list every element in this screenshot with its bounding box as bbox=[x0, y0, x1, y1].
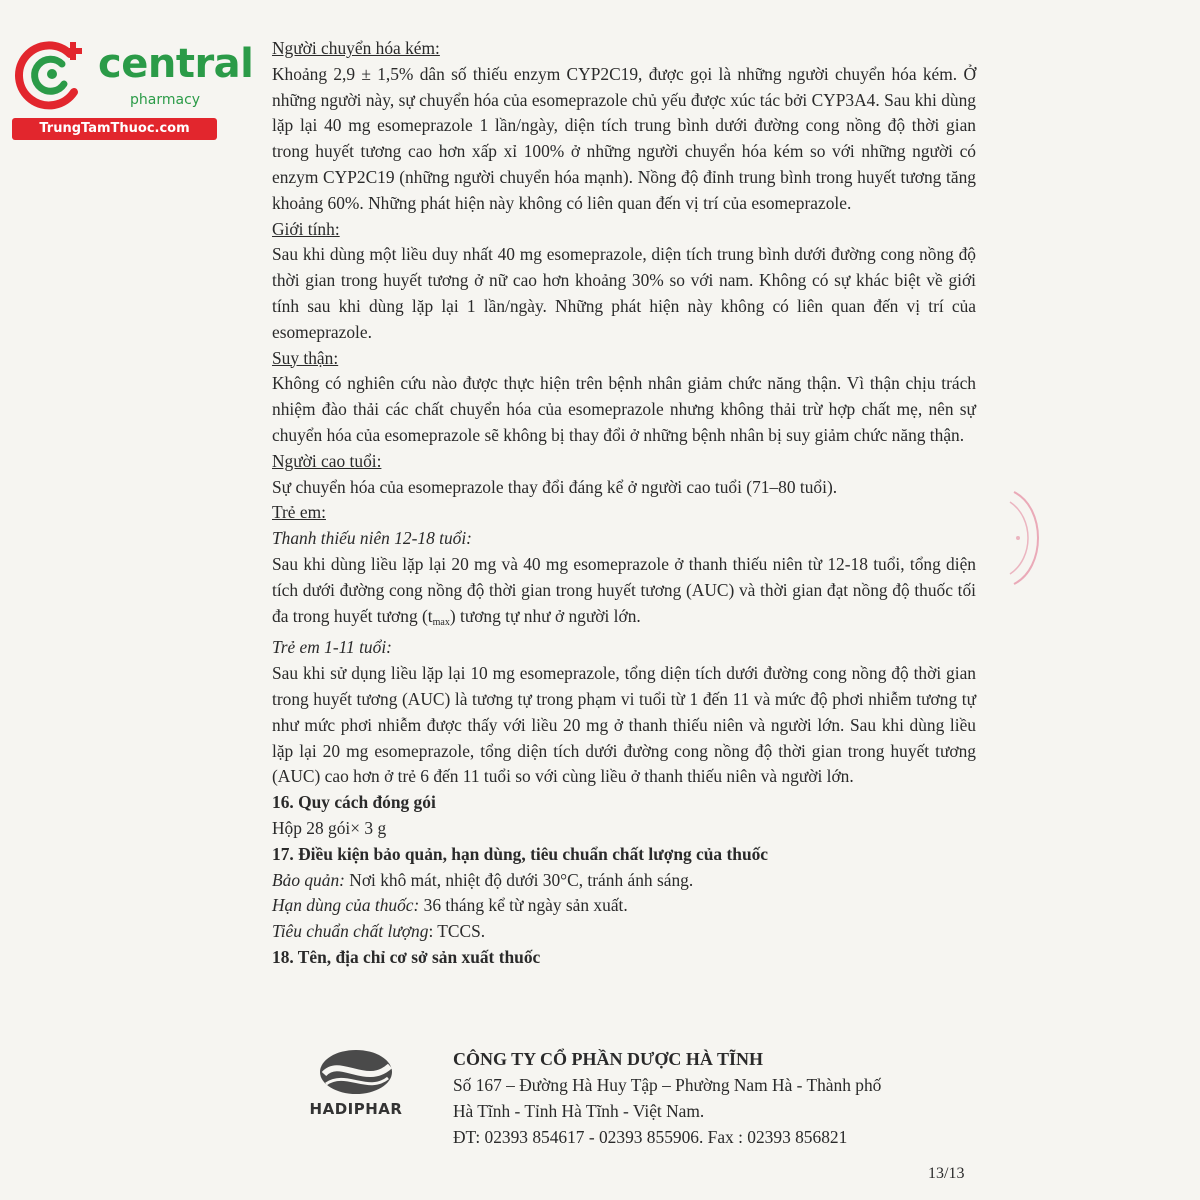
section-17-heading: 17. Điều kiện bảo quản, hạn dùng, tiêu chuẩn chất lượng của thuốc bbox=[272, 843, 769, 864]
hadiphar-logo-icon bbox=[296, 1048, 416, 1098]
gender-heading: Giới tính: bbox=[272, 218, 340, 239]
renal-heading: Suy thận: bbox=[272, 347, 339, 368]
child-subheading: Trẻ em 1-11 tuổi: bbox=[272, 637, 392, 658]
manufacturer-details bbox=[453, 1046, 993, 1150]
shelf-life-line bbox=[272, 893, 976, 919]
poor-metabolizer-heading: Người chuyển hóa kém: bbox=[272, 38, 440, 58]
company-name: CÔNG TY CỔ PHẦN DƯỢC HÀ TĨNH bbox=[453, 1049, 764, 1069]
teen-paragraph bbox=[272, 552, 976, 635]
quality-line bbox=[272, 919, 976, 945]
storage-label: Bảo quản: bbox=[272, 869, 345, 890]
hadiphar-logo-text: HADIPHAR bbox=[309, 1100, 403, 1118]
elderly-paragraph: Sự chuyển hóa của esomeprazole thay đổi đáng kể ở người cao tuổi (71–80 tuổi). bbox=[272, 476, 838, 497]
manufacturer-block bbox=[296, 1046, 996, 1156]
packaging-text: Hộp 28 gói× 3 g bbox=[272, 817, 387, 838]
seal-stamp-icon bbox=[1006, 488, 1066, 588]
storage-line bbox=[272, 868, 976, 894]
page-number: 13/13 bbox=[928, 1165, 965, 1182]
quality-value: : TCCS. bbox=[428, 921, 486, 942]
tmax-subscript: max bbox=[432, 616, 450, 628]
company-address-line-1: Số 167 – Đường Hà Huy Tập – Phường Nam Hà - Thành phố bbox=[453, 1075, 882, 1095]
section-16-heading: 16. Quy cách đóng gói bbox=[272, 792, 436, 813]
renal-paragraph: Không có nghiên cứu nào được thực hiện trên bệnh nhân giảm chức năng thận. Vì thận chịu trách nhiệm đào thải các chất chuyển hóa của esomeprazole nhưng không thải trừ hợp chất mẹ, nên sự chuyển hóa của esomeprazole sẽ không bị thay đổi ở những bệnh nhân bị suy giảm chức năng thận. bbox=[272, 373, 976, 445]
storage-value: Nơi khô mát, nhiệt độ dưới 30°C, tránh ánh sáng. bbox=[344, 869, 694, 890]
brand-subtitle: pharmacy bbox=[130, 92, 201, 108]
teen-text-b: ) tương tự như ở người lớn. bbox=[449, 605, 641, 626]
teen-subheading: Thanh thiếu niên 12-18 tuổi: bbox=[272, 528, 472, 549]
elderly-heading: Người cao tuổi: bbox=[272, 450, 382, 471]
children-heading: Trẻ em: bbox=[272, 502, 326, 523]
brand-name: central bbox=[98, 41, 254, 87]
shelf-life-value: 36 tháng kể từ ngày sản xuất. bbox=[419, 895, 628, 916]
quality-label: Tiêu chuẩn chất lượng bbox=[272, 921, 429, 942]
teen-text-a: Sau khi dùng liều lặp lại 20 mg và 40 mg esomeprazole ở thanh thiếu niên từ 12-18 tuổi, tổng diện tích dưới đường cong nồng độ thời gian trong huyết tương (AUC) và thời gian đạt nồng độ thuốc tối đa trong huyết tương (t bbox=[272, 553, 976, 626]
company-phone: ĐT: 02393 854617 - 02393 855906. Fax : 02393 856821 bbox=[453, 1127, 848, 1147]
poor-metabolizer-paragraph: Khoảng 2,9 ± 1,5% dân số thiếu enzym CYP2C19, được gọi là những người chuyển hóa kém. Ở những người này, sự chuyển hóa của esomeprazole chủ yếu được xúc tác bởi CYP3A4. Sau khi dùng lặp lại 40 mg esomeprazole 1 lần/ngày, diện tích trung bình dưới đường cong nồng độ thời gian trong huyết tương cao hơn xấp xỉ 100% ở những người chuyển hóa kém so với những người có enzym CYP2C19 (những người chuyển hóa mạnh). Nồng độ đỉnh trung bình trong huyết tương tăng khoảng 60%. Những phát hiện này không có liên quan đến vị trí của esomeprazole. bbox=[272, 63, 976, 213]
document-body bbox=[272, 36, 976, 971]
pharmacy-logo-icon bbox=[12, 34, 92, 114]
hadiphar-logo bbox=[296, 1048, 416, 1138]
section-18-heading: 18. Tên, địa chỉ cơ sở sản xuất thuốc bbox=[272, 946, 541, 967]
central-pharmacy-logo bbox=[12, 34, 254, 144]
child-paragraph: Sau khi sử dụng liều lặp lại 10 mg esomeprazole, tổng diện tích dưới đường cong nồng độ thời gian trong huyết tương (AUC) là tương tự trong phạm vi tuổi từ 1 đến 11 và mức độ phơi nhiễm tương tự như mức phơi nhiễm được thấy với liều 20 mg ở thanh thiếu niên và người lớn. Sau khi dùng liều lặp lại 20 mg esomeprazole, tổng diện tích dưới đường cong nồng độ thời gian trong huyết tương (AUC) cao hơn ở trẻ 6 đến 11 tuổi so với cùng liều ở thanh thiếu niên và người lớn. bbox=[272, 663, 976, 787]
gender-paragraph: Sau khi dùng một liều duy nhất 40 mg esomeprazole, diện tích trung bình dưới đường cong nồng độ thời gian trong huyết tương ở nữ cao hơn khoảng 30% so với nam. Không có sự khác biệt về giới tính sau khi dùng lặp lại 1 lần/ngày. Những phát hiện này không có liên quan đến vị trí của esomeprazole. bbox=[272, 244, 976, 342]
brand-badge: TrungTamThuoc.com bbox=[12, 118, 217, 140]
company-address-line-2: Hà Tĩnh - Tỉnh Hà Tĩnh - Việt Nam. bbox=[453, 1101, 705, 1121]
shelf-life-label: Hạn dùng của thuốc: bbox=[272, 895, 420, 916]
